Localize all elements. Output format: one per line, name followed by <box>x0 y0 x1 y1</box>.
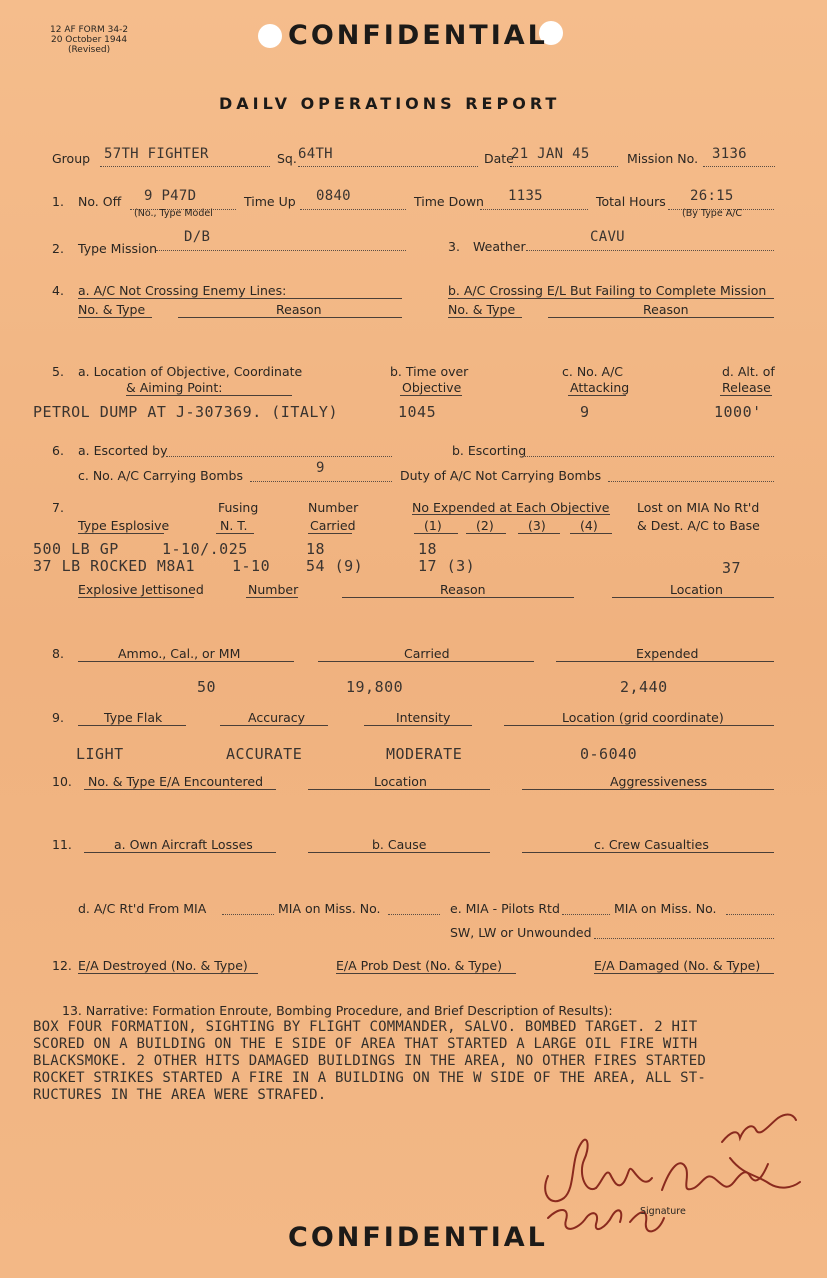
objective-location: PETROL DUMP AT J-307369. (ITALY) <box>33 403 338 421</box>
row1-carried: 18 <box>306 540 326 558</box>
time-up-label: Time Up <box>244 194 296 209</box>
item4-b: b. A/C Crossing E/L But Failing to Complete Mission <box>448 283 767 298</box>
classification-top: CONFIDENTIAL <box>288 20 548 51</box>
release-altitude: 1000' <box>714 403 762 421</box>
item4-a: a. A/C Not Crossing Enemy Lines: <box>78 283 287 298</box>
mia-pilots-rtd-label: e. MIA - Pilots Rtd <box>450 901 560 916</box>
flak-location-value: 0-6040 <box>580 745 638 763</box>
row2-type: 37 LB ROCKED M8A1 <box>33 557 196 575</box>
ea-aggressiveness-label: Aggressiveness <box>610 774 708 789</box>
flak-accuracy-label: Accuracy <box>248 710 306 725</box>
mia-miss-no-label-2: MIA on Miss. No. <box>614 901 717 916</box>
flak-location-label: Location (grid coordinate) <box>562 710 724 725</box>
objective-col-4: (4) <box>580 518 598 533</box>
narrative-line: BLACKSMOKE. 2 OTHER HITS DAMAGED BUILDINGS IN THE AREA, NO OTHER FIRES STARTED <box>33 1053 707 1069</box>
own-losses-label: a. Own Aircraft Losses <box>114 837 253 852</box>
carried-label: Carried <box>310 518 356 533</box>
time-over-objective: 1045 <box>398 403 437 421</box>
item4-a-no-type: No. & Type <box>78 302 146 317</box>
group-value: 57TH FIGHTER <box>104 146 209 162</box>
flak-accuracy-value: ACCURATE <box>226 745 303 763</box>
ea-location-label: Location <box>374 774 427 789</box>
escorted-by-label: a. Escorted by <box>78 443 168 458</box>
item1-label: No. Off <box>78 194 122 209</box>
total-hours-sub: (By Type A/C <box>682 208 743 219</box>
row1-expended: 18 <box>418 540 438 558</box>
row2-fusing: 1-10 <box>232 557 271 575</box>
group-label: Group <box>52 151 91 166</box>
fusing-label: Fusing <box>218 500 259 515</box>
total-hours-label: Total Hours <box>596 194 666 209</box>
row2-lost: 37 <box>722 559 742 577</box>
narrative-line: RUCTURES IN THE AREA WERE STRAFED. <box>33 1087 327 1103</box>
ammo-expended-label: Expended <box>636 646 699 661</box>
mia-miss-no-label-1: MIA on Miss. No. <box>278 901 381 916</box>
flak-type-label: Type Flak <box>104 710 163 725</box>
time-down-label: Time Down <box>414 194 484 209</box>
item5-num: 5. <box>52 364 64 379</box>
handwritten-signature <box>530 1098 820 1248</box>
narrative-text <box>33 1019 706 1104</box>
item4-num: 4. <box>52 283 64 298</box>
time-up-value: 0840 <box>316 188 351 204</box>
sq-label: Sq. <box>277 151 297 166</box>
jett-location-label: Location <box>670 582 723 597</box>
form-id-line3: (Revised) <box>67 45 111 55</box>
ea-damaged-label: E/A Damaged (No. & Type) <box>594 958 761 973</box>
item8-num: 8. <box>52 646 64 661</box>
mission-value: 3136 <box>712 146 747 162</box>
item12-num: 12. <box>52 958 72 973</box>
item6-num: 6. <box>52 443 64 458</box>
sq-value: 64TH <box>298 146 333 162</box>
form-id <box>50 25 128 55</box>
item5-d2: Release <box>722 380 771 395</box>
item5-a2: & Aiming Point: <box>126 380 223 395</box>
type-explosive-label: Type Esplosive <box>78 518 170 533</box>
flak-intensity-label: Intensity <box>396 710 451 725</box>
mission-label: Mission No. <box>627 151 699 166</box>
flak-intensity-value: MODERATE <box>386 745 463 763</box>
rtd-from-mia-label: d. A/C Rt'd From MIA <box>78 901 207 916</box>
objective-col-2: (2) <box>476 518 494 533</box>
ea-destroyed-label: E/A Destroyed (No. & Type) <box>78 958 248 973</box>
item4-a-reason: Reason <box>276 302 322 317</box>
report-title: DAILV OPERATIONS REPORT <box>219 94 561 113</box>
item5-c1: c. No. A/C <box>562 364 624 379</box>
classification-bottom: CONFIDENTIAL <box>288 1222 548 1253</box>
narrative-line: BOX FOUR FORMATION, SIGHTING BY FLIGHT COMMANDER, SALVO. BOMBED TARGET. 2 HIT <box>33 1019 698 1035</box>
punch-hole-left <box>258 24 282 48</box>
crew-casualties-label: c. Crew Casualties <box>594 837 709 852</box>
form-id-line2: 20 October 1944 <box>50 35 128 45</box>
ammo-expended-value: 2,440 <box>620 678 668 696</box>
aircraft-sub: (No., Type Model <box>134 208 213 219</box>
ea-encountered-label: No. & Type E/A Encountered <box>88 774 264 789</box>
cause-label: b. Cause <box>372 837 427 852</box>
ea-prob-dest-label: E/A Prob Dest (No. & Type) <box>336 958 502 973</box>
type-mission-value: D/B <box>184 229 211 245</box>
total-hours-value: 26:15 <box>690 188 734 204</box>
nt-label: N. T. <box>220 518 248 533</box>
item2-num: 2. <box>52 241 64 256</box>
row1-fusing: 1-10/.025 <box>162 540 248 558</box>
time-down-value: 1135 <box>508 188 543 204</box>
item7-num: 7. <box>52 500 64 515</box>
row2-expended: 17 (3) <box>418 557 476 575</box>
item3-num: 3. <box>448 239 460 254</box>
sw-lw-label: SW, LW or Unwounded <box>450 925 592 940</box>
item5-a1: a. Location of Objective, Coordinate <box>78 364 303 379</box>
row2-carried: 54 (9) <box>306 557 364 575</box>
weather-label: Weather <box>473 239 526 254</box>
ammo-carried-label: Carried <box>404 646 450 661</box>
narrative-heading: 13. Narrative: Formation Enroute, Bombing Procedure, and Brief Description of Results): <box>62 1003 613 1018</box>
row1-type: 500 LB GP <box>33 540 119 558</box>
ammo-label: Ammo., Cal., or MM <box>118 646 241 661</box>
date-label: Date <box>484 151 514 166</box>
ammo-carried-value: 19,800 <box>346 678 404 696</box>
objective-col-1: (1) <box>424 518 442 533</box>
narrative-line: ROCKET STRIKES STARTED A FIRE IN A BUILDING ON THE W SIDE OF THE AREA, ALL ST- <box>33 1070 707 1086</box>
type-mission-label: Type Mission <box>78 241 158 256</box>
aircraft-value: 9 P47D <box>144 188 197 204</box>
jett-number-label: Number <box>248 582 299 597</box>
lost-label-1: Lost on MIA No Rt'd <box>637 500 760 515</box>
flak-type-value: LIGHT <box>76 745 124 763</box>
objective-col-3: (3) <box>528 518 546 533</box>
item5-d1: d. Alt. of <box>722 364 775 379</box>
item4-b-reason: Reason <box>643 302 689 317</box>
aircraft-attacking: 9 <box>580 403 590 421</box>
jett-reason-label: Reason <box>440 582 486 597</box>
item11-num: 11. <box>52 837 72 852</box>
item9-num: 9. <box>52 710 64 725</box>
form-id-line1: 12 AF FORM 34-2 <box>50 25 129 35</box>
item4-b-no-type: No. & Type <box>448 302 516 317</box>
jettisoned-label: Explosive Jettisoned <box>78 582 204 597</box>
item5-b1: b. Time over <box>390 364 469 379</box>
weather-value: CAVU <box>590 229 625 245</box>
carrying-bombs-label: c. No. A/C Carrying Bombs <box>78 468 244 483</box>
item5-b2: Objective <box>402 380 462 395</box>
item5-c2: Attacking <box>570 380 630 395</box>
signature-label: Signature <box>640 1206 686 1217</box>
expended-label: No Expended at Each Objective <box>412 500 610 515</box>
carrying-bombs-value: 9 <box>316 460 325 476</box>
duty-label: Duty of A/C Not Carrying Bombs <box>400 468 602 483</box>
escorting-label: b. Escorting <box>452 443 527 458</box>
item10-num: 10. <box>52 774 72 789</box>
item1-num: 1. <box>52 194 64 209</box>
narrative-line: SCORED ON A BUILDING ON THE E SIDE OF AREA THAT STARTED A LARGE OIL FIRE WITH <box>33 1036 698 1052</box>
date-value: 21 JAN 45 <box>511 146 590 162</box>
lost-label-2: & Dest. A/C to Base <box>637 518 760 533</box>
ammo-value: 50 <box>197 678 217 696</box>
number-label: Number <box>308 500 359 515</box>
